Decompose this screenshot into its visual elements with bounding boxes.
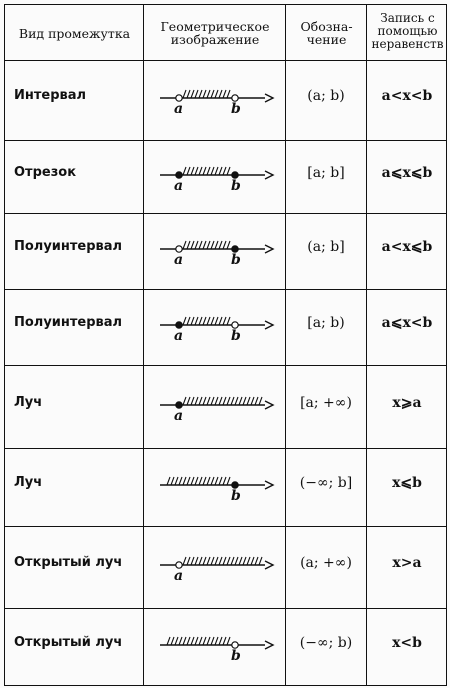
label-a: a [174, 178, 184, 194]
column-divider [143, 4, 144, 686]
row-divider [4, 608, 447, 609]
interval-hatching [167, 637, 230, 645]
number-line-svg [145, 450, 285, 524]
axis-arrow-icon [265, 481, 273, 489]
interval-inequality: a⩽x<b [381, 315, 433, 331]
axis-arrow-icon [265, 641, 273, 649]
interval-hatching [183, 241, 230, 249]
interval-notation: [a; b] [307, 165, 345, 181]
number-line-diagram [145, 142, 285, 211]
row-divider [4, 526, 447, 527]
label-a: a [174, 328, 184, 344]
column-divider [366, 4, 367, 686]
header-geometric-image: Геометрическое изображение [160, 19, 270, 47]
interval-hatching [167, 477, 230, 485]
interval-name: Полуинтервал [14, 315, 123, 330]
interval-notation: (−∞; b) [299, 635, 353, 651]
header-notation: Обозна- чение [300, 19, 353, 47]
label-b: b [231, 648, 241, 664]
row-divider [4, 289, 447, 290]
interval-notation: (a; +∞) [300, 555, 352, 571]
interval-inequality: x<b [392, 635, 422, 651]
label-b: b [231, 328, 241, 344]
number-line-svg [145, 367, 285, 446]
number-line-svg [145, 528, 285, 606]
header-inequality: Запись с помощью неравенств [371, 10, 444, 51]
label-a: a [174, 408, 184, 424]
interval-inequality: a⩽x⩽b [381, 165, 433, 181]
row-divider [4, 140, 447, 141]
interval-name: Полуинтервал [14, 239, 123, 254]
label-b: b [231, 488, 241, 504]
interval-hatching [183, 397, 262, 405]
number-line-svg [145, 215, 285, 287]
axis-arrow-icon [265, 321, 273, 329]
interval-name: Интервал [14, 88, 87, 103]
interval-inequality: a<x<b [381, 88, 433, 104]
axis-arrow-icon [265, 561, 273, 569]
interval-name: Отрезок [14, 165, 77, 180]
number-line-svg [145, 291, 285, 363]
label-a: a [174, 101, 184, 117]
interval-name: Луч [14, 395, 43, 410]
interval-hatching [183, 167, 230, 175]
header-divider [4, 60, 447, 61]
number-line-diagram [145, 291, 285, 363]
interval-hatching [183, 317, 230, 325]
interval-notation: (a; b) [307, 88, 345, 104]
label-a: a [174, 568, 184, 584]
number-line-diagram [145, 367, 285, 446]
row-divider [4, 365, 447, 366]
interval-name: Луч [14, 475, 43, 490]
interval-hatching [183, 90, 230, 98]
interval-notation: (−∞; b] [299, 475, 353, 491]
label-b: b [231, 252, 241, 268]
number-line-svg [145, 62, 285, 138]
label-a: a [174, 252, 184, 268]
number-line-diagram [145, 528, 285, 606]
label-b: b [231, 101, 241, 117]
number-line-svg [145, 142, 285, 211]
number-line-diagram [145, 215, 285, 287]
number-line-diagram [145, 610, 285, 684]
label-b: b [231, 178, 241, 194]
interval-inequality: a<x⩽b [381, 239, 433, 255]
interval-name: Открытый луч [14, 555, 123, 570]
interval-inequality: x>a [392, 555, 422, 571]
number-line-diagram [145, 62, 285, 138]
row-divider [4, 213, 447, 214]
interval-name: Открытый луч [14, 635, 123, 650]
axis-arrow-icon [265, 94, 273, 102]
number-line-diagram [145, 450, 285, 524]
interval-notation: [a; +∞) [300, 395, 352, 411]
axis-arrow-icon [265, 401, 273, 409]
interval-notation: [a; b) [307, 315, 345, 331]
axis-arrow-icon [265, 171, 273, 179]
number-line-svg [145, 610, 285, 684]
row-divider [4, 448, 447, 449]
header-interval-type: Вид промежутка [18, 25, 131, 41]
interval-inequality: x⩾a [392, 395, 422, 411]
axis-arrow-icon [265, 245, 273, 253]
interval-notation: (a; b] [307, 239, 345, 255]
interval-hatching [183, 557, 262, 565]
column-divider [285, 4, 286, 686]
interval-inequality: x⩽b [392, 475, 422, 491]
